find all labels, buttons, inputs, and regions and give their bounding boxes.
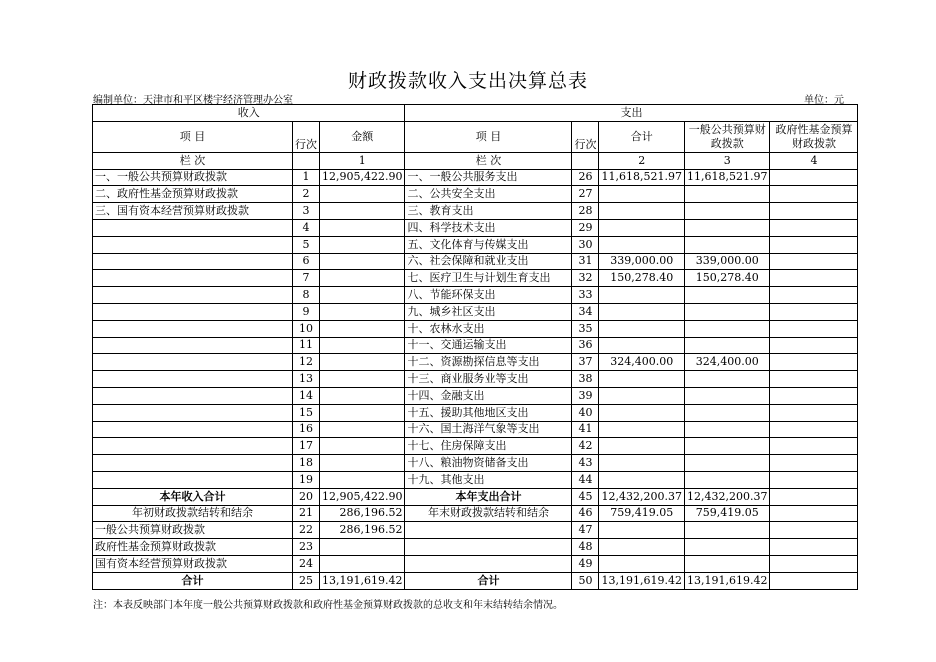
expense-fund-budget <box>770 186 858 203</box>
expense-row-no: 42 <box>572 438 599 455</box>
income-amount <box>320 303 405 320</box>
expense-general-budget <box>684 236 769 253</box>
income-amount <box>320 438 405 455</box>
column-index-3: 3 <box>684 152 769 169</box>
income-item <box>93 270 293 287</box>
general-budget-header: 一般公共预算财政拨款 <box>684 121 769 152</box>
table-row <box>93 203 858 220</box>
expense-total <box>599 303 684 320</box>
column-index-2: 2 <box>599 152 684 169</box>
expense-total <box>599 186 684 203</box>
income-row-no: 25 <box>293 572 320 589</box>
income-column-label: 栏 次 <box>93 152 293 169</box>
income-row-no: 22 <box>293 522 320 539</box>
income-row-no: 21 <box>293 505 320 522</box>
expense-fund-budget <box>770 421 858 438</box>
expense-total <box>599 438 684 455</box>
expense-total: 324,400.00 <box>599 354 684 371</box>
income-row-no: 7 <box>293 270 320 287</box>
income-row-no: 3 <box>293 203 320 220</box>
income-amount <box>320 253 405 270</box>
expense-general-budget <box>684 203 769 220</box>
income-item <box>93 354 293 371</box>
income-row-no: 18 <box>293 455 320 472</box>
expense-total: 13,191,619.42 <box>599 572 684 589</box>
income-amount <box>320 555 405 572</box>
income-amount <box>320 471 405 488</box>
income-amount <box>320 354 405 371</box>
expense-fund-budget <box>770 287 858 304</box>
table-row <box>93 471 858 488</box>
income-amount: 12,905,422.90 <box>320 169 405 186</box>
expense-general-budget <box>684 337 769 354</box>
expense-general-budget: 759,419.05 <box>684 505 769 522</box>
expense-fund-budget <box>770 387 858 404</box>
column-index-1: 1 <box>320 152 405 169</box>
expense-item: 十九、其他支出 <box>405 471 572 488</box>
table-row <box>93 270 858 287</box>
expense-column-label: 栏 次 <box>405 152 572 169</box>
expense-total <box>599 287 684 304</box>
expense-total <box>599 555 684 572</box>
expense-row-no: 27 <box>572 186 599 203</box>
expense-row-no: 48 <box>572 539 599 556</box>
expense-general-budget <box>684 287 769 304</box>
income-amount: 286,196.52 <box>320 505 405 522</box>
income-amount <box>320 371 405 388</box>
expense-row-no: 38 <box>572 371 599 388</box>
expense-fund-budget <box>770 539 858 556</box>
table-row <box>93 371 858 388</box>
expense-general-budget: 339,000.00 <box>684 253 769 270</box>
expense-fund-budget <box>770 455 858 472</box>
expense-row-no: 43 <box>572 455 599 472</box>
table-row <box>93 169 858 186</box>
income-amount <box>320 320 405 337</box>
expense-item: 十七、住房保障支出 <box>405 438 572 455</box>
expense-fund-budget <box>770 471 858 488</box>
income-header: 收入 <box>93 105 405 122</box>
expense-row-no: 49 <box>572 555 599 572</box>
income-item: 国有资本经营预算财政拨款 <box>93 555 293 572</box>
expense-row-no: 36 <box>572 337 599 354</box>
expense-item: 一、一般公共服务支出 <box>405 169 572 186</box>
expense-general-budget: 13,191,619.42 <box>684 572 769 589</box>
expense-row-no: 41 <box>572 421 599 438</box>
expense-total-header: 合计 <box>599 121 684 152</box>
income-item <box>93 253 293 270</box>
expense-row-no: 35 <box>572 320 599 337</box>
expense-item: 三、教育支出 <box>405 203 572 220</box>
column-header-row <box>93 121 858 152</box>
table-row <box>93 438 858 455</box>
income-item <box>93 320 293 337</box>
year-total-row <box>93 488 858 505</box>
income-amount: 12,905,422.90 <box>320 488 405 505</box>
expense-fund-budget <box>770 253 858 270</box>
expense-general-budget: 11,618,521.97 <box>684 169 769 186</box>
income-amount <box>320 236 405 253</box>
expense-column-blank <box>572 152 599 169</box>
income-amount <box>320 287 405 304</box>
expense-total <box>599 404 684 421</box>
income-amount <box>320 539 405 556</box>
income-item: 二、政府性基金预算财政拨款 <box>93 186 293 203</box>
expense-row-no: 31 <box>572 253 599 270</box>
income-amount <box>320 421 405 438</box>
income-item: 一、一般公共预算财政拨款 <box>93 169 293 186</box>
expense-general-budget: 12,432,200.37 <box>684 488 769 505</box>
page-title: 财政拨款收入支出决算总表 <box>347 70 588 92</box>
income-row-no: 5 <box>293 236 320 253</box>
expense-item: 十、农林水支出 <box>405 320 572 337</box>
income-row-no: 2 <box>293 186 320 203</box>
expense-row-no: 33 <box>572 287 599 304</box>
expense-row-no: 39 <box>572 387 599 404</box>
org-label: 编制单位：天津市和平区楼宇经济管理办公室 <box>93 95 293 106</box>
income-row-no: 24 <box>293 555 320 572</box>
expense-fund-budget <box>770 236 858 253</box>
carryover-row <box>93 555 858 572</box>
expense-fund-budget <box>770 555 858 572</box>
expense-item: 十一、交通运输支出 <box>405 337 572 354</box>
expense-fund-budget <box>770 404 858 421</box>
unit-label: 单位：元 <box>804 95 844 106</box>
carryover-row <box>93 539 858 556</box>
expense-item: 二、公共安全支出 <box>405 186 572 203</box>
income-rowno-header: 行次 <box>293 121 320 152</box>
expense-general-budget <box>684 555 769 572</box>
expense-fund-budget <box>770 371 858 388</box>
expense-general-budget <box>684 421 769 438</box>
table-row <box>93 387 858 404</box>
table-row <box>93 455 858 472</box>
expense-row-no: 50 <box>572 572 599 589</box>
income-row-no: 23 <box>293 539 320 556</box>
expense-row-no: 30 <box>572 236 599 253</box>
expense-header: 支出 <box>405 105 858 122</box>
expense-general-budget <box>684 404 769 421</box>
income-item <box>93 404 293 421</box>
expense-rowno-header: 行次 <box>572 121 599 152</box>
carryover-row <box>93 505 858 522</box>
expense-item <box>405 539 572 556</box>
income-amount <box>320 404 405 421</box>
expense-total <box>599 203 684 220</box>
expense-general-budget <box>684 303 769 320</box>
section-header-row <box>93 105 858 122</box>
income-item <box>93 371 293 388</box>
expense-total <box>599 337 684 354</box>
expense-total <box>599 320 684 337</box>
budget-table <box>92 104 858 590</box>
income-item <box>93 303 293 320</box>
income-item <box>93 471 293 488</box>
expense-item <box>405 555 572 572</box>
income-item <box>93 421 293 438</box>
income-row-no: 9 <box>293 303 320 320</box>
expense-total <box>599 421 684 438</box>
expense-general-budget <box>684 186 769 203</box>
expense-row-no: 28 <box>572 203 599 220</box>
income-row-no: 15 <box>293 404 320 421</box>
expense-fund-budget <box>770 169 858 186</box>
table-row <box>93 354 858 371</box>
fund-budget-header: 政府性基金预算财政拨款 <box>770 121 858 152</box>
income-item <box>93 287 293 304</box>
expense-fund-budget <box>770 337 858 354</box>
income-item: 本年收入合计 <box>93 488 293 505</box>
expense-item: 十四、金融支出 <box>405 387 572 404</box>
expense-item <box>405 522 572 539</box>
expense-fund-budget <box>770 354 858 371</box>
income-amount <box>320 186 405 203</box>
expense-total <box>599 539 684 556</box>
grand-total-row <box>93 572 858 589</box>
expense-row-no: 40 <box>572 404 599 421</box>
income-amount <box>320 219 405 236</box>
expense-total: 150,278.40 <box>599 270 684 287</box>
expense-item: 五、文化体育与传媒支出 <box>405 236 572 253</box>
income-column-blank <box>293 152 320 169</box>
table-row <box>93 253 858 270</box>
expense-row-no: 44 <box>572 471 599 488</box>
table-row <box>93 287 858 304</box>
expense-general-budget <box>684 320 769 337</box>
expense-item: 四、科学技术支出 <box>405 219 572 236</box>
expense-total <box>599 471 684 488</box>
expense-row-no: 34 <box>572 303 599 320</box>
income-item <box>93 337 293 354</box>
expense-total <box>599 236 684 253</box>
expense-fund-budget <box>770 438 858 455</box>
expense-row-no: 46 <box>572 505 599 522</box>
table-row <box>93 404 858 421</box>
expense-total: 11,618,521.97 <box>599 169 684 186</box>
income-item: 年初财政拨款结转和结余 <box>93 505 293 522</box>
expense-total <box>599 219 684 236</box>
expense-fund-budget <box>770 488 858 505</box>
income-row-no: 19 <box>293 471 320 488</box>
income-row-no: 12 <box>293 354 320 371</box>
expense-general-budget <box>684 371 769 388</box>
expense-item: 八、节能环保支出 <box>405 287 572 304</box>
income-amount <box>320 270 405 287</box>
expense-general-budget: 150,278.40 <box>684 270 769 287</box>
expense-item: 十三、商业服务业等支出 <box>405 371 572 388</box>
expense-general-budget: 324,400.00 <box>684 354 769 371</box>
table-row <box>93 219 858 236</box>
income-item: 合计 <box>93 572 293 589</box>
income-item: 三、国有资本经营预算财政拨款 <box>93 203 293 220</box>
income-row-no: 8 <box>293 287 320 304</box>
expense-row-no: 45 <box>572 488 599 505</box>
expense-fund-budget <box>770 303 858 320</box>
table-row <box>93 303 858 320</box>
expense-item: 本年支出合计 <box>405 488 572 505</box>
expense-row-no: 29 <box>572 219 599 236</box>
income-row-no: 6 <box>293 253 320 270</box>
expense-fund-budget <box>770 219 858 236</box>
column-index-row <box>93 152 858 169</box>
income-amount: 286,196.52 <box>320 522 405 539</box>
expense-total: 339,000.00 <box>599 253 684 270</box>
table-row <box>93 337 858 354</box>
table-row <box>93 320 858 337</box>
expense-item: 七、医疗卫生与计划生育支出 <box>405 270 572 287</box>
expense-total <box>599 387 684 404</box>
expense-fund-budget <box>770 270 858 287</box>
income-item <box>93 455 293 472</box>
income-amount <box>320 455 405 472</box>
income-row-no: 20 <box>293 488 320 505</box>
expense-total <box>599 522 684 539</box>
expense-item: 合计 <box>405 572 572 589</box>
income-item <box>93 236 293 253</box>
expense-item: 十五、援助其他地区支出 <box>405 404 572 421</box>
expense-item: 十八、粮油物资储备支出 <box>405 455 572 472</box>
expense-fund-budget <box>770 320 858 337</box>
expense-total <box>599 455 684 472</box>
expense-general-budget <box>684 438 769 455</box>
income-row-no: 17 <box>293 438 320 455</box>
income-row-no: 11 <box>293 337 320 354</box>
income-item-header: 项 目 <box>93 121 293 152</box>
expense-item: 十六、国土海洋气象等支出 <box>405 421 572 438</box>
income-row-no: 1 <box>293 169 320 186</box>
expense-item: 年末财政拨款结转和结余 <box>405 505 572 522</box>
expense-fund-budget <box>770 522 858 539</box>
income-amount <box>320 203 405 220</box>
expense-general-budget <box>684 219 769 236</box>
income-row-no: 14 <box>293 387 320 404</box>
expense-total: 759,419.05 <box>599 505 684 522</box>
expense-row-no: 37 <box>572 354 599 371</box>
column-index-4: 4 <box>770 152 858 169</box>
income-item: 一般公共预算财政拨款 <box>93 522 293 539</box>
income-item <box>93 219 293 236</box>
table-row <box>93 236 858 253</box>
expense-row-no: 47 <box>572 522 599 539</box>
expense-item-header: 项 目 <box>405 121 572 152</box>
expense-row-no: 26 <box>572 169 599 186</box>
income-row-no: 16 <box>293 421 320 438</box>
expense-general-budget <box>684 387 769 404</box>
income-amount <box>320 337 405 354</box>
expense-general-budget <box>684 539 769 556</box>
expense-item: 十二、资源勘探信息等支出 <box>405 354 572 371</box>
expense-general-budget <box>684 522 769 539</box>
income-amount <box>320 387 405 404</box>
table-row <box>93 186 858 203</box>
income-amount-header: 金额 <box>320 121 405 152</box>
expense-row-no: 32 <box>572 270 599 287</box>
expense-fund-budget <box>770 203 858 220</box>
income-row-no: 4 <box>293 219 320 236</box>
expense-general-budget <box>684 471 769 488</box>
expense-item: 六、社会保障和就业支出 <box>405 253 572 270</box>
income-row-no: 10 <box>293 320 320 337</box>
expense-total: 12,432,200.37 <box>599 488 684 505</box>
income-row-no: 13 <box>293 371 320 388</box>
carryover-row <box>93 522 858 539</box>
expense-fund-budget <box>770 572 858 589</box>
table-row <box>93 421 858 438</box>
income-amount: 13,191,619.42 <box>320 572 405 589</box>
expense-general-budget <box>684 455 769 472</box>
income-item <box>93 387 293 404</box>
income-item: 政府性基金预算财政拨款 <box>93 539 293 556</box>
expense-item: 九、城乡社区支出 <box>405 303 572 320</box>
footnote: 注：本表反映部门本年度一般公共预算财政拨款和政府性基金预算财政拨款的总收支和年末结转结余情况。 <box>93 600 563 611</box>
expense-fund-budget <box>770 505 858 522</box>
expense-total <box>599 371 684 388</box>
income-item <box>93 438 293 455</box>
